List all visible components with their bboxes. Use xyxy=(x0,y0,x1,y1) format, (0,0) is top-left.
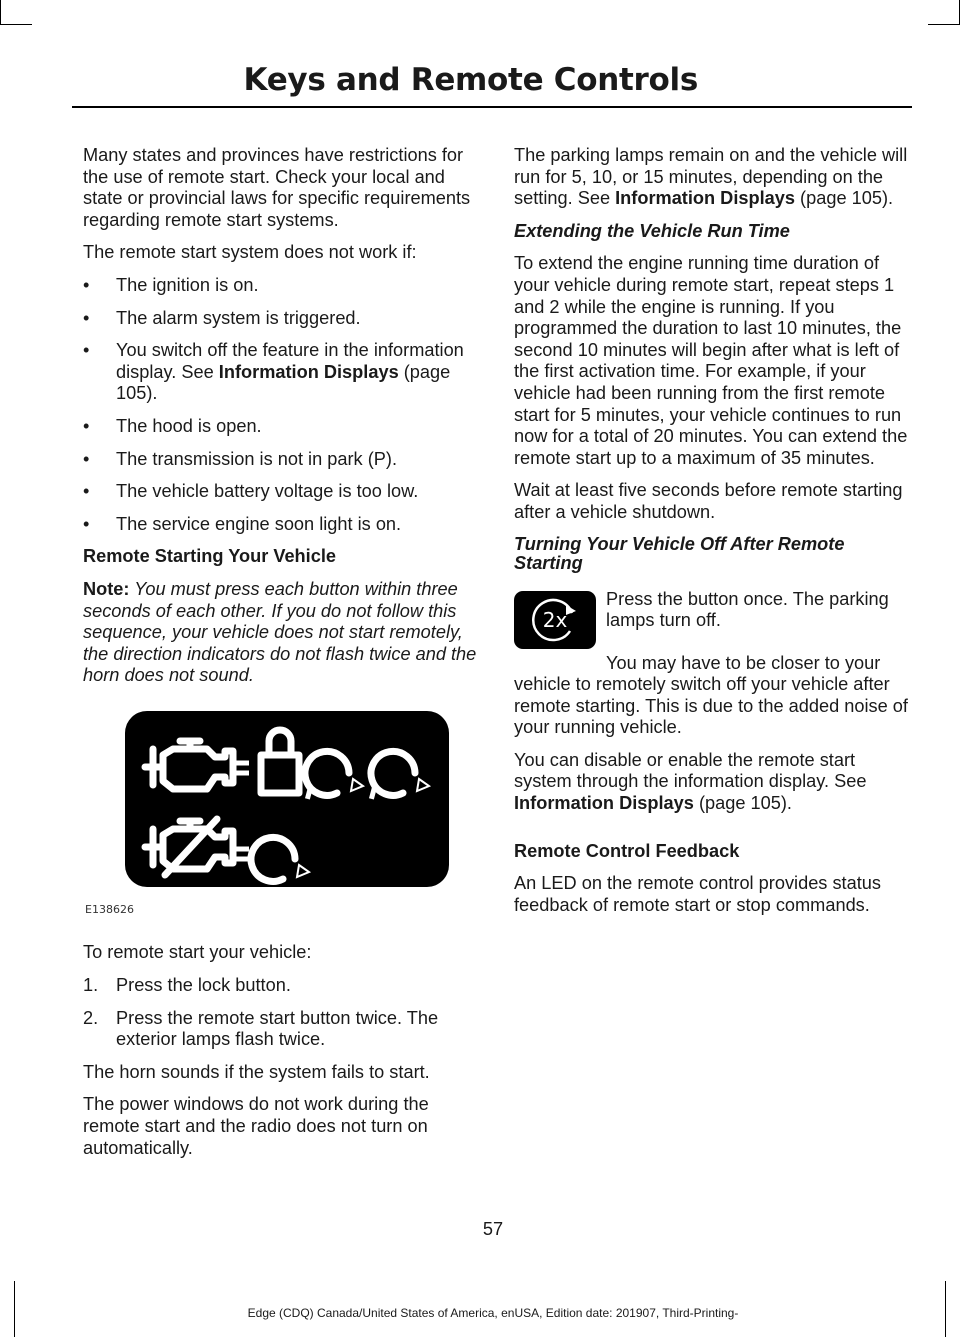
cross-reference-link[interactable]: Information Displays xyxy=(514,793,694,814)
crop-mark xyxy=(0,24,32,25)
windows-paragraph: The power windows do not work during the remote start and the radio does not turn on automatically. xyxy=(83,1094,429,1158)
list-item-text: The service engine soon light is on. xyxy=(116,513,402,534)
horn-paragraph: The horn sounds if the system fails to start. xyxy=(83,1061,430,1082)
section-heading: Remote Control Feedback xyxy=(514,840,740,861)
page-reference: (page 105). xyxy=(693,793,792,814)
bullet-mark: • xyxy=(83,307,90,328)
right-column xyxy=(514,145,910,927)
list-item-text: The transmission is not in park (P). xyxy=(116,448,397,469)
disable-text: You can disable or enable the remote start system through the information display. See xyxy=(514,749,867,792)
cross-reference-link[interactable]: Information Displays xyxy=(615,188,795,209)
section-heading: Remote Starting Your Vehicle xyxy=(83,546,337,567)
list-item-text: The alarm system is triggered. xyxy=(116,307,361,328)
parking-lamps-paragraph xyxy=(514,145,910,210)
bullet-mark: • xyxy=(83,340,90,361)
closer-paragraph: You may have to be closer to your vehicle to remotely switch off your vehicle after remote starting. This is due to the added noise of your running vehicle. xyxy=(514,652,908,738)
press-once-text: Press the button once. The parking lamps turn off. xyxy=(606,588,889,631)
step-number: 2. xyxy=(83,1007,99,1028)
list-item-text: The vehicle battery voltage is too low. xyxy=(116,481,419,502)
bullet-mark: • xyxy=(83,274,90,295)
note-label: Note: xyxy=(83,578,130,599)
note xyxy=(83,579,478,687)
page-reference: (page 105). xyxy=(795,188,894,209)
list-item-text: The hood is open. xyxy=(116,415,262,436)
note-text: You must press each button within three seconds of each other. If you do not follow this sequence, your vehicle does not start remotely, the direction indicators do not flash twice and the horn does not sound. xyxy=(83,578,477,686)
list-item xyxy=(83,1008,478,1051)
step-text: Press the remote start button twice. The exterior lamps flash twice. xyxy=(116,1007,439,1050)
bullet-mark: • xyxy=(83,513,90,534)
wait-paragraph: Wait at least five seconds before remote starting after a vehicle shutdown. xyxy=(514,480,903,522)
list-item-text: The ignition is on. xyxy=(116,274,259,295)
step-text: Press the lock button. xyxy=(116,975,291,996)
list-item xyxy=(83,975,478,997)
remote-button-row xyxy=(514,589,910,653)
button-icon-label: 2x xyxy=(542,607,568,632)
remote-start-button-icon xyxy=(514,591,596,649)
figure-code: E138626 xyxy=(85,902,134,916)
list-item xyxy=(83,449,478,471)
list-item xyxy=(83,275,478,297)
cross-reference-link[interactable]: Information Displays xyxy=(218,361,399,382)
bullet-mark: • xyxy=(83,448,90,469)
page-reference: (page 105). xyxy=(116,361,451,404)
list-item xyxy=(83,514,478,536)
step-number: 1. xyxy=(83,975,99,996)
not-work-intro: The remote start system does not work if: xyxy=(83,242,417,263)
bullet-mark: • xyxy=(83,481,90,502)
list-item xyxy=(83,340,478,405)
list-item xyxy=(83,481,478,503)
page-title: Keys and Remote Controls xyxy=(243,62,698,98)
feedback-paragraph: An LED on the remote control provides status feedback of remote start or stop commands. xyxy=(514,873,881,915)
list-item xyxy=(83,308,478,330)
bullet-mark: • xyxy=(83,415,90,436)
list-item-text: You switch off the feature in the information display. See xyxy=(116,340,464,382)
edition-footer: Edge (CDQ) Canada/United States of America, enUSA, Edition date: 201907, Third-Printing- xyxy=(247,1306,739,1320)
crop-mark xyxy=(928,24,960,25)
remote-start-figure xyxy=(125,711,449,887)
remote-start-sequence-illustration xyxy=(125,711,449,887)
intro-paragraph: Many states and provinces have restrictions for the use of remote start. Check your local and state or provincial laws for specific requirements regarding remote start systems. xyxy=(83,145,471,230)
parking-lamps-text: The parking lamps remain on and the vehicle will run for 5, 10, or 15 minutes, depending on the setting. See xyxy=(514,145,908,209)
subsection-heading: Turning Your Vehicle Off After Remote Starting xyxy=(514,533,845,573)
steps-list xyxy=(83,975,478,1051)
extend-paragraph: To extend the engine running time duration of your vehicle during remote start, repeat steps 1 and 2 while the engine is running. If you programmed the duration to last 10 minutes, the second 10 minutes will begin after what is left of the first activation time. For example, if your vehicle had been running from the first remote start for 5 minutes, your vehicle continues to run now for a total of 20 minutes. You can extend the remote start up to a maximum of 35 minutes. xyxy=(514,253,908,468)
crop-mark xyxy=(0,0,1,24)
steps-intro: To remote start your vehicle: xyxy=(83,942,312,963)
list-item xyxy=(83,416,478,438)
header-rule xyxy=(72,106,912,108)
page-number: 57 xyxy=(482,1219,504,1239)
conditions-list xyxy=(83,275,478,535)
subsection-heading: Extending the Vehicle Run Time xyxy=(514,220,790,241)
disable-paragraph xyxy=(514,750,910,815)
left-column xyxy=(83,145,478,1170)
